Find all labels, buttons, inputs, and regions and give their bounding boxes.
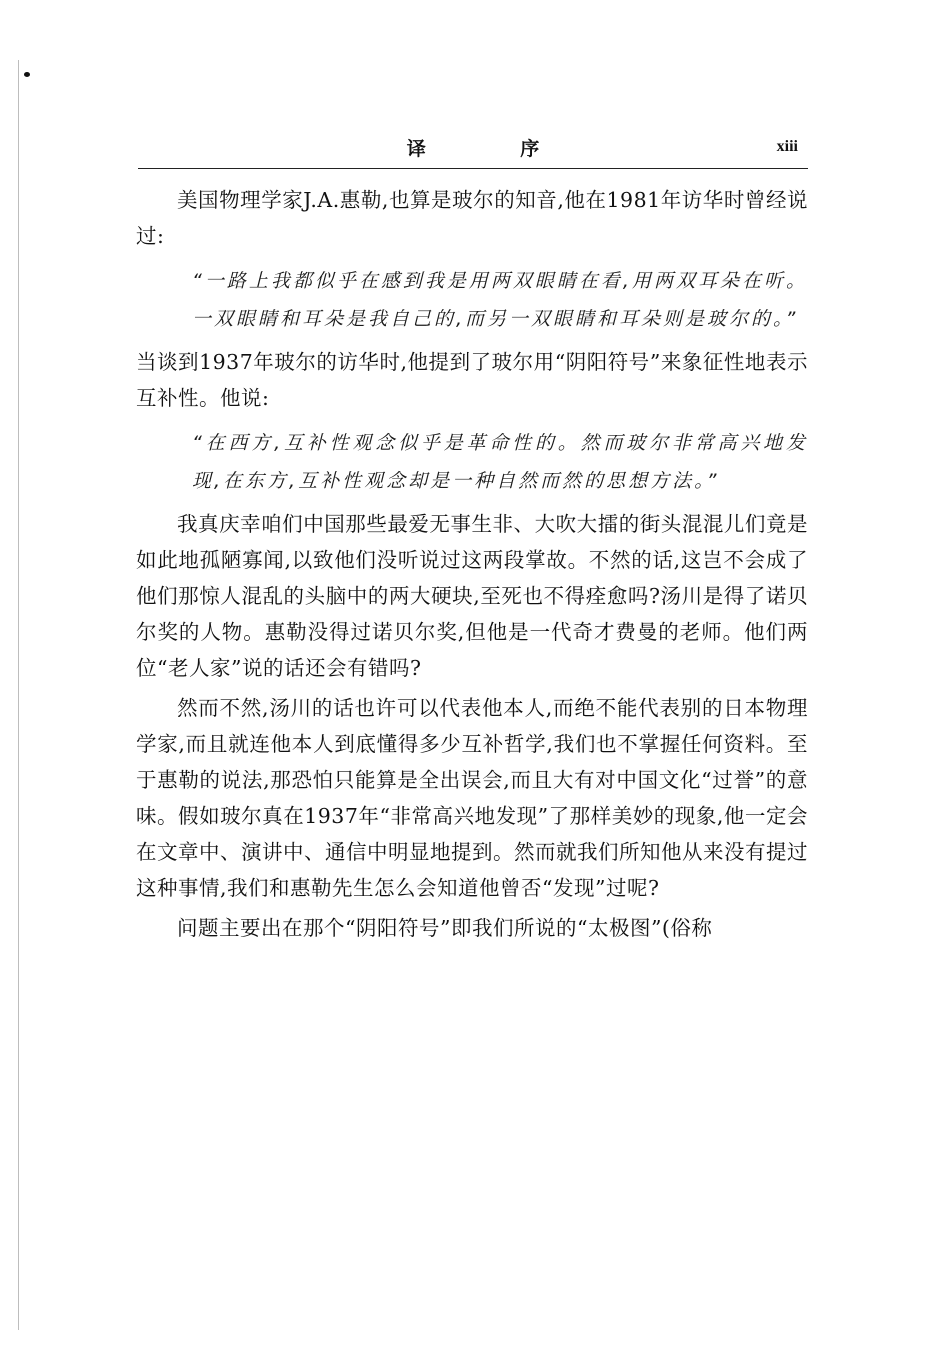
body-text [136, 182, 808, 946]
scan-page-edge [18, 60, 19, 1330]
quote-complementarity-east: “在西方,互补性观念似乎是革命性的。然而玻尔非常高兴地发现,在东方,互补性观念却是一种自然而然的思想方法。” [192, 432, 808, 492]
page-number: xiii [776, 138, 798, 155]
scan-speck [24, 72, 30, 77]
quote-wheeler-eyes: “一路上我都似乎在感到我是用两双眼睛在看,用两双耳朵在听。一双眼睛和耳朵是我自己的,而另一双眼睛和耳朵则是玻尔的。” [192, 270, 808, 330]
header-title: 译 序 [406, 138, 584, 160]
paragraph-yin-yang-mention: 当谈到1937年玻尔的访华时,他提到了玻尔用“阴阳符号”来象征性地表示互补性。他说: [136, 350, 808, 410]
paragraph-taiji: 问题主要出在那个“阴阳符号”即我们所说的“太极图”(俗称 [177, 916, 713, 940]
paragraph-wheeler-intro: 美国物理学家J.A.惠勒,也算是玻尔的知音,他在1981年访华时曾经说过: [136, 188, 808, 248]
running-header [138, 130, 808, 169]
paragraph-commentary: 我真庆幸咱们中国那些最爱无事生非、大吹大擂的街头混混儿们竟是如此地孤陋寡闻,以致他们没听说过这两段掌故。不然的话,这岂不会成了他们那惊人混乱的头脑中的两大硬块,至死也不得痊愈吗?汤川是得了诺贝尔奖的人物。惠勒没得过诺贝尔奖,但他是一代奇才费曼的老师。他们两位“老人家”说的话还会有错吗? [136, 512, 808, 680]
paragraph-rebuttal: 然而不然,汤川的话也许可以代表他本人,而绝不能代表别的日本物理学家,而且就连他本人到底懂得多少互补哲学,我们也不掌握任何资料。至于惠勒的说法,那恐怕只能算是全出误会,而且大有对中国文化“过誉”的意味。假如玻尔真在1937年“非常高兴地发现”了那样美妙的现象,他一定会在文章中、演讲中、通信中明显地提到。然而就我们所知他从来没有提过这种事情,我们和惠勒先生怎么会知道他曾否“发现”过呢? [136, 696, 808, 900]
